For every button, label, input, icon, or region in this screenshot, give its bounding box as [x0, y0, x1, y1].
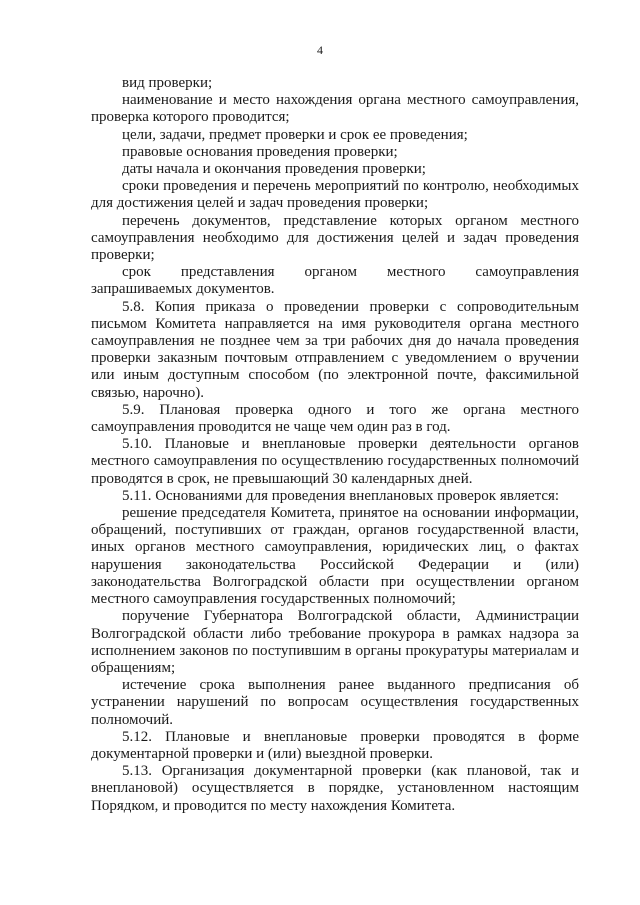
paragraph-start-end-dates: даты начала и окончания проведения проверки;	[122, 161, 426, 178]
paragraph-5-9: 5.9. Плановая проверка одного и того же органа местного самоуправления проводится не чаще чем один раз в год.	[91, 401, 579, 436]
paragraph-5-13: 5.13. Организация документарной проверки (как плановой, так и внеплановой) осуществляется в порядке, установленном настоящим Порядком, и проводится по месту нахождения Комитета.	[91, 763, 579, 814]
paragraph-authority-name-location: наименование и место нахождения органа местного самоуправления, проверка которого проводится;	[91, 92, 579, 126]
paragraph-required-documents: перечень документов, представление которых органом местного самоуправления необходимо для достижения целей и задач проведения проверки;	[91, 212, 579, 264]
paragraph-5-11: 5.11. Основаниями для проведения внеплановых проверок является:	[122, 487, 560, 504]
document-body	[91, 75, 579, 815]
paragraph-chairman-decision: решение председателя Комитета, принятое на основании информации, обращений, поступивших от граждан, органов государственной власти, иных органов местного самоуправления, юридических лиц, о фактах нарушения законодательства Российской Федерации и (или) законодательства Волгоградской области при осуществлении органом местного самоуправления государственных полномочий;	[91, 505, 579, 608]
paragraph-inspection-type: вид проверки;	[122, 75, 213, 91]
paragraph-5-12: 5.12. Плановые и внеплановые проверки проводятся в форме документарной проверки и (или) выездной проверки.	[91, 728, 579, 762]
paragraph-legal-grounds: правовые основания проведения проверки;	[122, 143, 398, 160]
paragraph-documents-deadline: срок представления органом местного самоуправления запрашиваемых документов.	[91, 264, 579, 298]
paragraph-prescription-expiry: истечение срока выполнения ранее выданного предписания об устранении нарушений по вопросам осуществления государственных полномочий.	[91, 677, 579, 728]
paragraph-timeline-measures: сроки проведения и перечень мероприятий по контролю, необходимых для достижения целей и задач проведения проверки;	[91, 178, 579, 212]
paragraph-5-10: 5.10. Плановые и внеплановые проверки деятельности органов местного самоуправления по осуществлению государственных полномочий проводятся в срок, не превышающий 30 календарных дней.	[91, 436, 579, 487]
paragraph-5-8: 5.8. Копия приказа о проведении проверки с сопроводительным письмом Комитета направляется на имя руководителя органа местного самоуправления не позднее чем за три рабочих дня до начала проведения проверки заказным почтовым отправлением с уведомлением о вручении или иным доступным способом (по электронной почте, факсимильной связью, нарочно).	[91, 298, 579, 401]
paragraph-governor-order: поручение Губернатора Волгоградской области, Администрации Волгоградской области либо требование прокурора в рамках надзора за исполнением законов по поступившим в органы прокуратуры материалам и обращениям;	[91, 608, 579, 676]
paragraph-goals-tasks: цели, задачи, предмет проверки и срок ее проведения;	[122, 126, 468, 143]
page-number: 4	[317, 43, 323, 57]
